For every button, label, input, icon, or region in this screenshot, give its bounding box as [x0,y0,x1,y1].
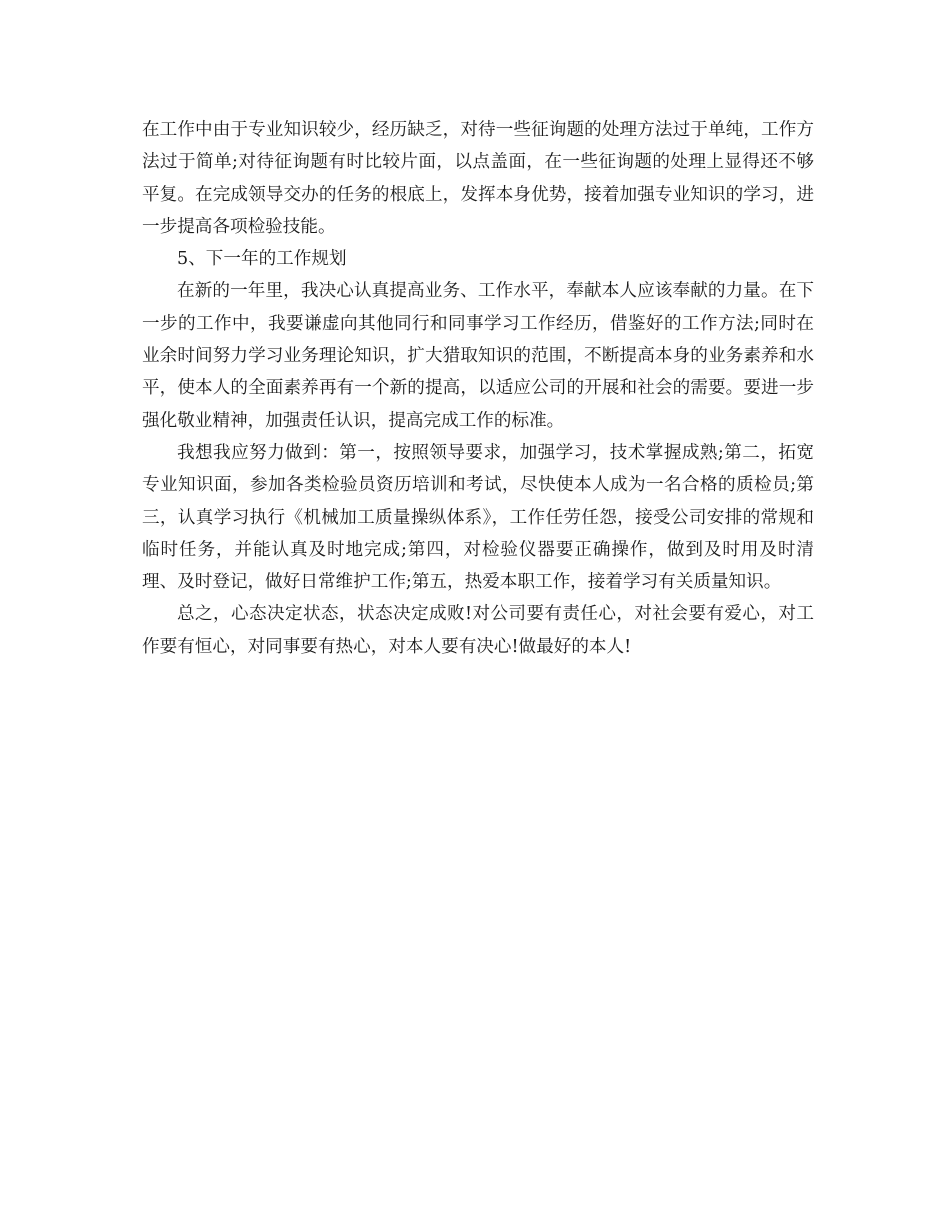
paragraph-plan: 在新的一年里，我决心认真提高业务、工作水平，奉献本人应该奉献的力量。在下一步的工作中，我要谦虚向其他同行和同事学习工作经历，借鉴好的工作方法;同时在业余时间努力学习业务理论知识，扩大猎取知识的范围，不断提高本身的业务素养和水平，使本人的全面素养再有一个新的提高，以适应公司的开展和社会的需要。要进一步强化敬业精神，加强责任认识，提高完成工作的标准。 [142,281,814,431]
document-body [142,114,814,663]
paragraph-experience: 在工作中由于专业知识较少，经历缺乏，对待一些征询题的处理方法过于单纯，工作方法过于简单;对待征询题有时比较片面，以点盖面，在一些征询题的处理上显得还不够平复。在完成领导交办的任务的根底上，发挥本身优势，接着加强专业知识的学习，进一步提高各项检验技能。 [142,120,814,237]
section-heading-plan: 5、下一年的工作规划 [177,249,347,270]
paragraph-goals: 我想我应努力做到：第一，按照领导要求，加强学习，技术掌握成熟;第二，拓宽专业知识面，参加各类检验员资历培训和考试，尽快使本人成为一名合格的质检员;第三，认真学习执行《机械加工质量操纵体系》，工作任劳任怨，接受公司安排的常规和临时任务，并能认真及时地完成;第四，对检验仪器要正确操作，做到及时用及时清理、及时登记，做好日常维护工作;第五，热爱本职工作，接着学习有关质量知识。 [142,442,814,593]
paragraph-summary: 总之，心态决定状态，状态决定成败!对公司要有责任心，对社会要有爱心，对工作要有恒心，对同事要有热心，对本人要有决心!做最好的本人! [142,604,814,657]
